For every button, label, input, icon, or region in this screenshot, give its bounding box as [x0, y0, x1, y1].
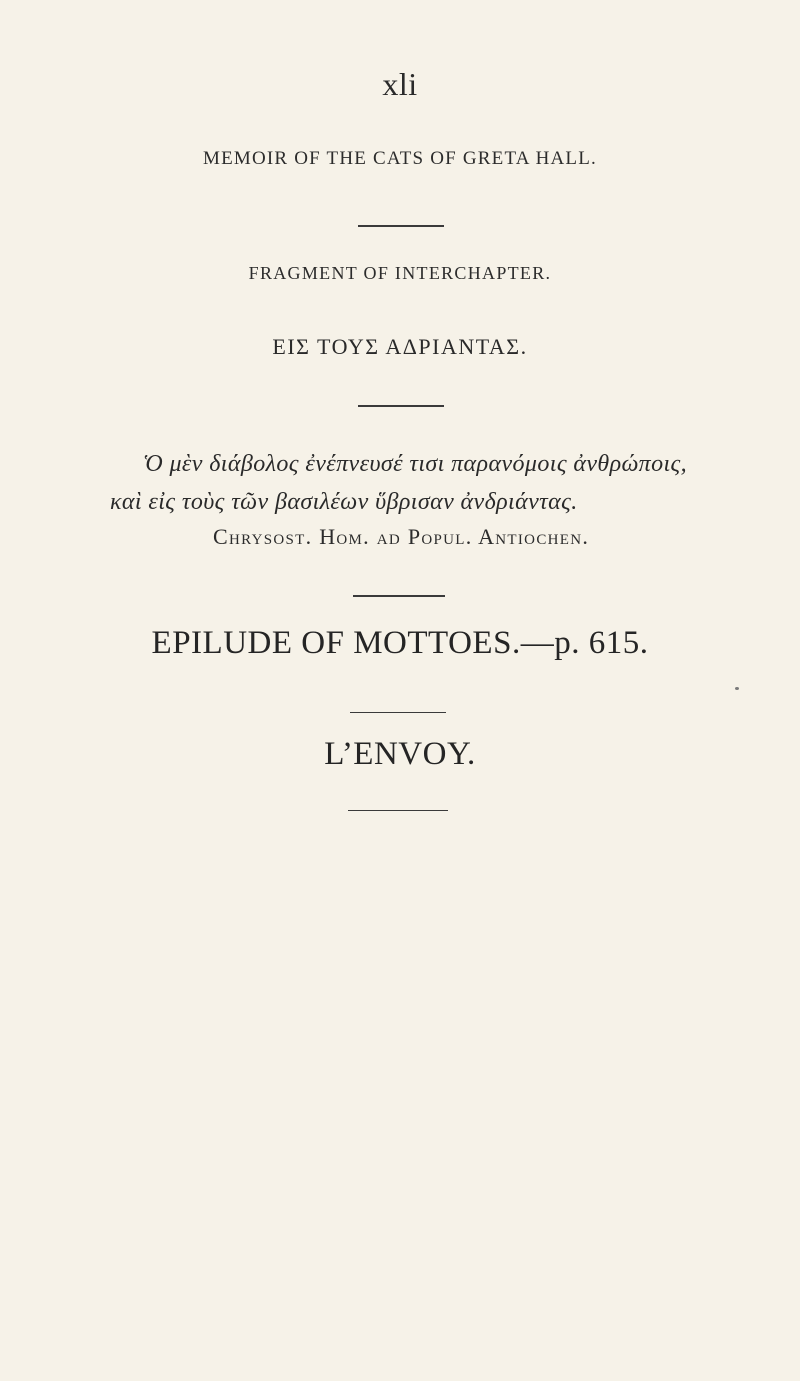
page-number: xli	[382, 66, 418, 102]
epigraph-line-1: Ὁ μὲν διάβολος ἐνέπνευσέ τισι παρανόμοις ἀνθρώποις,	[143, 451, 688, 477]
section-heading: FRAGMENT OF INTERCHAPTER.	[248, 263, 552, 283]
epilude-heading: EPILUDE OF MOTTOES.—p. 615.	[151, 625, 649, 661]
envoy-heading: L’ENVOY.	[324, 736, 476, 772]
paper-speck	[735, 687, 739, 690]
epigraph-citation: Chrysost. Hom. ad Popul. Antiochen.	[213, 524, 590, 549]
divider-rule	[353, 595, 445, 597]
divider-rule	[348, 810, 448, 811]
greek-heading: ΕΙΣ ΤΟΥΣ ΑΔΡΙΑΝΤΑΣ.	[272, 334, 528, 359]
divider-rule	[350, 712, 446, 713]
running-title: MEMOIR OF THE CATS OF GRETA HALL.	[202, 148, 597, 169]
divider-rule	[358, 405, 444, 407]
epigraph-line-2: καὶ εἰς τοὺς τῶν βασιλέων ὕβρισαν ἀνδριάντας.	[110, 489, 578, 515]
divider-rule	[358, 225, 444, 227]
